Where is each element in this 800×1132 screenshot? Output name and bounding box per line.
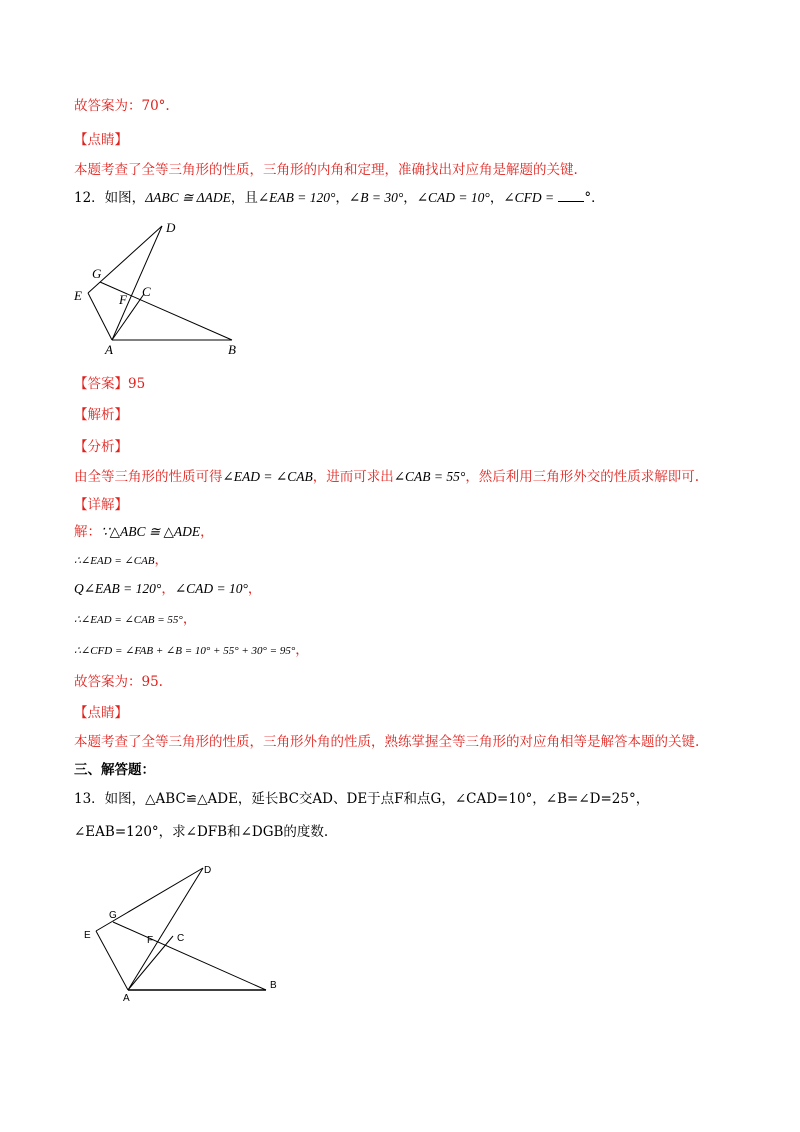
step5-suffix: ，: [295, 642, 309, 658]
segment-ed: [88, 226, 162, 293]
label-g: G: [92, 266, 102, 281]
section-heading: 三、解答题：: [74, 762, 155, 778]
q12-answer: [74, 374, 145, 394]
fenxi-text2: ，进而可求出: [312, 469, 394, 485]
label-a: A: [105, 342, 113, 357]
solution-step-4: [74, 609, 196, 630]
fenxi-math1: ∠EAD = ∠CAB: [222, 469, 313, 484]
label-d: D: [166, 220, 176, 235]
q12-stem-angle-eab: ∠EAB = 120°: [257, 190, 336, 205]
segment-ed: [96, 868, 203, 931]
q11-answer-line: 故答案为：70°.: [74, 98, 170, 114]
step5-math: ∴∠CFD = ∠FAB + ∠B = 10° + 55° + 30° = 95°: [74, 645, 296, 657]
q12-stem-angle-cad: ∠CAD = 10°: [416, 190, 490, 205]
step2-suffix: ，: [154, 552, 169, 568]
label-c: C: [177, 933, 185, 944]
step1-prefix: 解：: [74, 524, 101, 540]
label-c: C: [142, 284, 151, 299]
step1-math: ∵△ABC ≅ △ADE: [101, 524, 201, 539]
q13-figure: [75, 860, 290, 1005]
detail-tag: 【详解】: [74, 497, 128, 513]
step2-math: ∴∠EAD = ∠CAB: [74, 555, 155, 567]
label-a: A: [123, 993, 130, 1004]
solution-step-2: [74, 550, 168, 571]
q12-stem-mid: ，且: [230, 190, 258, 206]
analysis-tag: 【解析】: [74, 407, 128, 423]
step4-math: ∴∠EAD = ∠CAB = 55°: [74, 614, 183, 626]
q12-stem-angle-b: ∠B = 30°: [348, 190, 404, 205]
label-b: B: [270, 980, 277, 991]
solution-step-5: [74, 640, 309, 661]
step3-math2: ∠CAD = 10°: [174, 581, 248, 596]
q12-stem-prefix: 12．如图，: [74, 190, 146, 206]
fenxi-math2: ∠CAB = 55°: [393, 469, 466, 484]
segment-ea: [88, 293, 112, 340]
q12-stem-sep: ，: [489, 190, 504, 206]
step3-mid: ，: [161, 581, 175, 597]
q12-stem-angle-cfd: ∠CFD =: [503, 190, 555, 205]
label-g: G: [109, 910, 117, 921]
fenxi-text: [74, 467, 699, 487]
label-f: F: [119, 292, 127, 307]
q11-comment-text: 本题考查了全等三角形的性质，三角形的内角和定理，准确找出对应角是解题的关键.: [74, 162, 578, 178]
q12-stem: [74, 188, 605, 208]
q12-comment-tag: 【点睛】: [74, 705, 128, 721]
segment-gb: [100, 282, 232, 340]
q12-stem-congruence: ΔABC ≅ ΔADE: [145, 190, 231, 205]
segment-ad: [128, 868, 203, 990]
answer-blank: [558, 189, 584, 202]
q13-line2: ∠EAB=120°，求∠DFB和∠DGB的度数.: [74, 824, 329, 840]
label-e: E: [84, 930, 91, 941]
q13-line1: 13．如图，△ABC≌△ADE，延长BC交AD、DE于点F和点G，∠CAD=10°，∠B=∠D=25°，: [74, 791, 650, 807]
solution-step-1: [74, 522, 214, 542]
q11-comment-tag: 【点睛】: [74, 132, 128, 148]
q12-stem-sep: ，: [403, 190, 417, 206]
step4-suffix: ，: [182, 611, 197, 627]
solution-step-3: [74, 579, 261, 599]
segment-ac: [112, 294, 144, 340]
fenxi-tag: 【分析】: [74, 439, 128, 455]
q12-stem-suffix: °．: [584, 190, 605, 206]
fenxi-text3: ，然后利用三角形外交的性质求解即可.: [465, 469, 700, 485]
step3-math: Q∠EAB = 120°: [74, 581, 162, 596]
q12-stem-sep: ，: [335, 190, 349, 206]
step3-suffix: ，: [247, 581, 262, 597]
segment-ea: [96, 931, 128, 990]
q12-figure: [70, 220, 250, 360]
answer-tag: 【答案】: [74, 376, 128, 392]
fenxi-text1: 由全等三角形的性质可得: [74, 469, 223, 485]
step1-suffix: ，: [200, 524, 214, 540]
label-b: B: [228, 342, 236, 357]
q12-comment-text: 本题考查了全等三角形的性质，三角形外角的性质，熟练掌握全等三角形的对应角相等是解答本题的关键.: [74, 734, 700, 750]
answer-value: 95: [128, 376, 146, 392]
segment-ad: [112, 226, 162, 340]
label-e: E: [74, 288, 82, 303]
q12-final-answer: 故答案为：95.: [74, 674, 163, 690]
label-f: F: [147, 935, 154, 946]
label-d: D: [204, 865, 212, 876]
